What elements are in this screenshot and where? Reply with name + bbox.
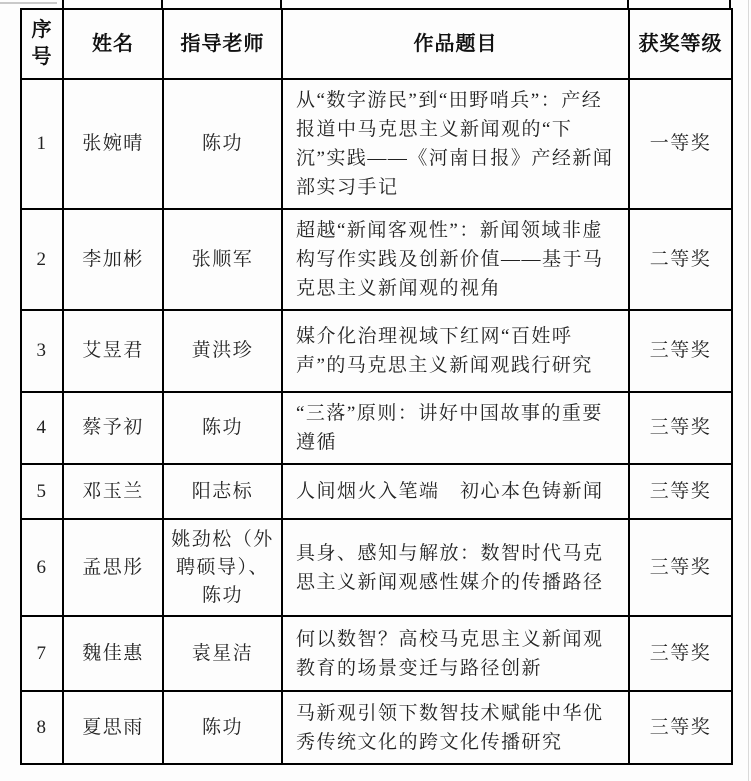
cell-number: 3 [21,310,63,392]
cell-title: 从“数字游民”到“田野哨兵”：产经报道中马克思主义新闻观的“下沉”实践——《河南日报》产经新闻部实习手记 [282,79,629,209]
cell-title: 媒介化治理视域下红网“百姓呼声”的马克思主义新闻观践行研究 [282,310,629,392]
cell-award: 一等奖 [629,79,732,209]
cell-advisor: 陈功 [163,79,282,209]
table-row [21,691,732,764]
cell-number: 6 [21,519,63,616]
cell-name: 张婉晴 [63,79,163,209]
cell-title: 马新观引领下数智技术赋能中华优秀传统文化的跨文化传播研究 [282,691,629,764]
header-cell-name: 姓名 [63,9,163,79]
cell-advisor: 陈功 [163,392,282,464]
cell-title: 人间烟火入笔端 初心本色铸新闻 [282,464,629,519]
cell-name: 孟思彤 [63,519,163,616]
table-row [21,79,732,209]
cell-name: 艾昱君 [63,310,163,392]
cell-title: 具身、感知与解放：数智时代马克思主义新闻观感性媒介的传播路径 [282,519,629,616]
cell-number: 7 [21,616,63,691]
table-row [21,464,732,519]
table-row [21,310,732,392]
cell-advisor: 姚劲松（外聘硕导）、陈功 [163,519,282,616]
header-cell-title: 作品题目 [282,9,629,79]
awards-table [20,8,733,765]
cell-name: 李加彬 [63,209,163,310]
cell-number: 4 [21,392,63,464]
cell-advisor: 阳志标 [163,464,282,519]
cell-advisor: 黄洪珍 [163,310,282,392]
cell-number: 8 [21,691,63,764]
cell-title: 超越“新闻客观性”：新闻领域非虚构写作实践及创新价值——基于马克思主义新闻观的视角 [282,209,629,310]
header-cell-award: 获奖等级 [629,9,732,79]
header-row [21,9,732,79]
cell-award: 三等奖 [629,691,732,764]
cell-name: 邓玉兰 [63,464,163,519]
cell-name: 夏思雨 [63,691,163,764]
cell-name: 魏佳惠 [63,616,163,691]
scan-artifact-top-line [0,2,57,4]
header-cell-advisor: 指导老师 [163,9,282,79]
cell-award: 三等奖 [629,392,732,464]
scan-artifact-right-edge [748,0,749,781]
cell-advisor: 张顺军 [163,209,282,310]
cell-title: “三落”原则：讲好中国故事的重要遵循 [282,392,629,464]
cell-award: 三等奖 [629,464,732,519]
cell-award: 三等奖 [629,519,732,616]
table-row [21,209,732,310]
table-row [21,616,732,691]
cell-name: 蔡予初 [63,392,163,464]
cell-number: 1 [21,79,63,209]
cell-award: 三等奖 [629,310,732,392]
header-cell-number: 序号 [21,9,63,79]
cell-number: 5 [21,464,63,519]
cell-award: 三等奖 [629,616,732,691]
table-row [21,519,732,616]
cell-award: 二等奖 [629,209,732,310]
table-row [21,392,732,464]
cell-number: 2 [21,209,63,310]
cell-advisor: 陈功 [163,691,282,764]
cell-advisor: 袁星洁 [163,616,282,691]
cell-title: 何以数智？高校马克思主义新闻观教育的场景变迁与路径创新 [282,616,629,691]
